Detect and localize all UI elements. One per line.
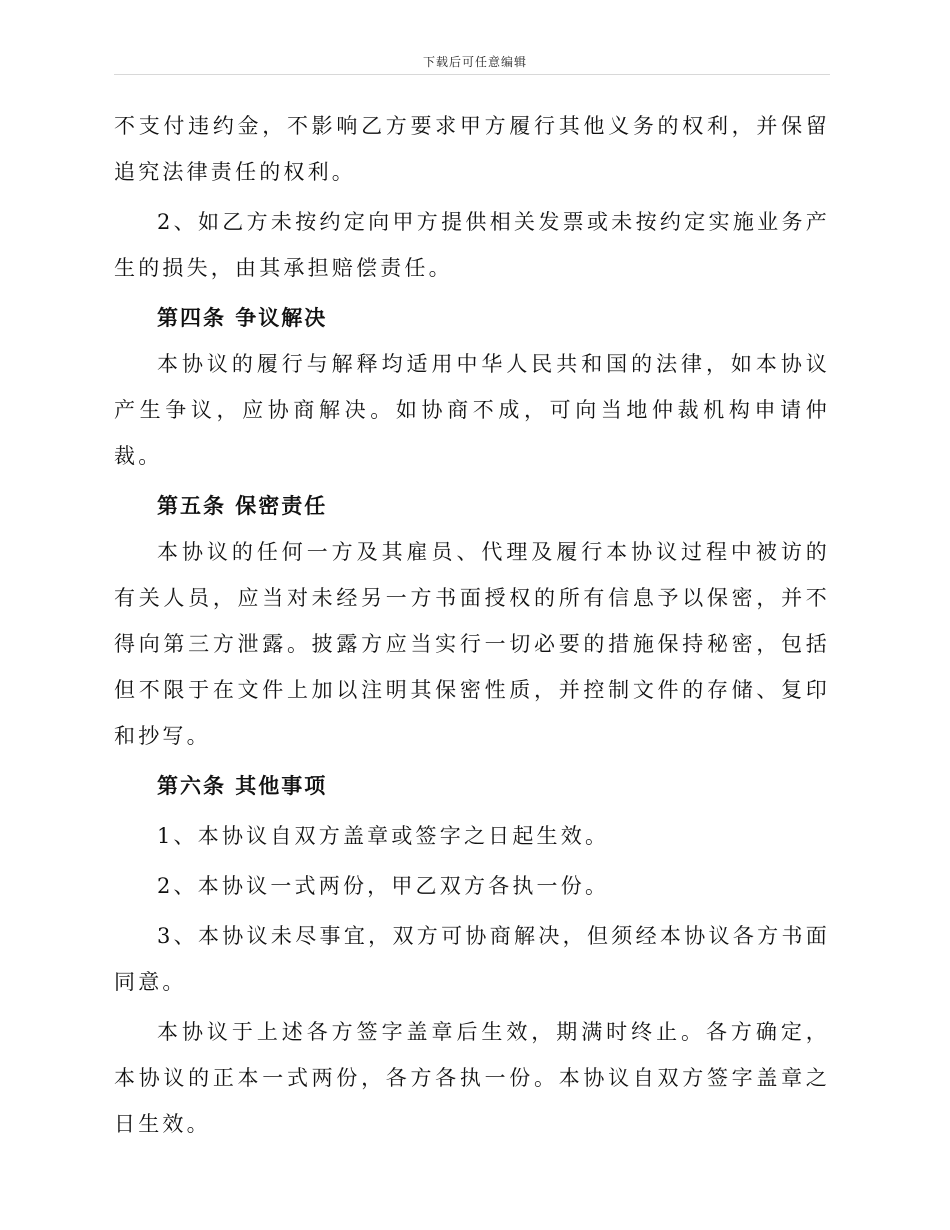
paragraph-item-3: 3、本协议未尽事宜，双方可协商解决，但须经本协议各方书面同意。 xyxy=(114,924,830,994)
paragraph-dispute-resolution: 本协议的履行与解释均适用中华人民共和国的法律，如本协议产生争议，应协商解决。如协商不成，可向当地仲裁机构申请仲裁。 xyxy=(114,352,830,468)
document-body xyxy=(114,103,830,1147)
section-heading-article-4: 第四条 争议解决 xyxy=(157,305,328,330)
paragraph-item-2: 2、本协议一式两份，甲乙双方各执一份。 xyxy=(157,874,610,898)
header-divider xyxy=(114,74,830,75)
section-heading-article-5: 第五条 保密责任 xyxy=(157,493,328,518)
section-heading-article-6: 第六条 其他事项 xyxy=(157,773,328,798)
paragraph-continuation: 不支付违约金，不影响乙方要求甲方履行其他义务的权利，并保留追究法律责任的权利。 xyxy=(114,114,830,184)
page-header: 下载后可任意编辑 xyxy=(422,55,527,69)
paragraph-item-1: 1、本协议自双方盖章或签字之日起生效。 xyxy=(157,824,610,848)
paragraph-closing: 本协议于上述各方签字盖章后生效，期满时终止。各方确定，本协议的正本一式两份，各方各执一份。本协议自双方签字盖章之日生效。 xyxy=(114,1020,830,1136)
paragraph-confidentiality: 本协议的任何一方及其雇员、代理及履行本协议过程中被访的有关人员，应当对未经另一方书面授权的所有信息予以保密，并不得向第三方泄露。披露方应当实行一切必要的措施保持秘密，包括但不限于在文件上加以注明其保密性质，并控制文件的存储、复印和抄写。 xyxy=(114,540,830,748)
paragraph-clause-2: 2、如乙方未按约定向甲方提供相关发票或未按约定实施业务产生的损失，由其承担赔偿责任。 xyxy=(114,210,830,280)
